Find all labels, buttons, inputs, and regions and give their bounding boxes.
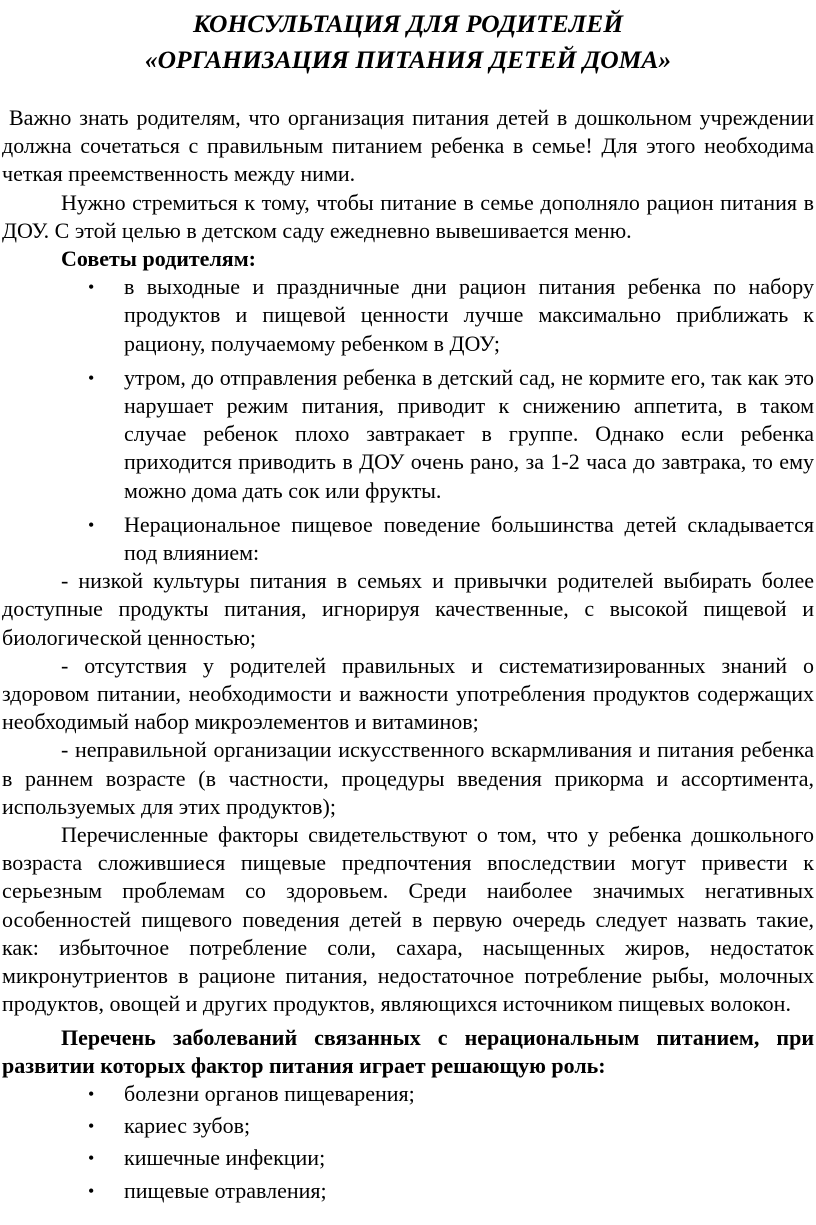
list-item <box>2 273 814 358</box>
advice-item-text: утром, до отправления ребенка в детский сад, не кормите его, так как это нарушает режим питания, приводит к снижению аппетита, в таком случае ребенок плохо завтракает в группе. Однако если ребенка приходится приводить в ДОУ очень рано, за 1-2 часа до завтрака, то ему можно дома дать сок или фрукты. <box>124 364 814 503</box>
dash-item: - неправильной организации искусственного вскармливания и питания ребенка в раннем возрасте (в частности, процедуры введения прикорма и ассортимента, используемых для этих продуктов); <box>2 737 814 819</box>
list-item <box>2 511 814 567</box>
disease-item-text: кишечные инфекции; <box>124 1145 326 1171</box>
bullet-icon: • <box>88 514 95 535</box>
second-paragraph: Нужно стремиться к тому, чтобы питание в семье дополняло рацион питания в ДОУ. С этой целью в детском саду ежедневно вывешивается меню. <box>2 189 814 243</box>
dash-item: - отсутствия у родителей правильных и систематизированных знаний о здоровом питании, необходимости и важности употребления продуктов содержащих необходимый набор микроэлементов и витаминов; <box>2 652 814 735</box>
intro-paragraph: Важно знать родителям, что организация питания детей в дошкольном учреждении должна сочетаться с правильным питанием ребенка в семье! Для этого необходима четкая преемственность между ними. <box>2 105 814 187</box>
document-title <box>0 6 816 78</box>
document-body <box>2 104 814 1209</box>
bullet-icon: • <box>88 1180 95 1201</box>
disease-item-text: кариес зубов; <box>124 1113 251 1139</box>
advice-heading: Советы родителям: <box>61 246 257 272</box>
list-item <box>2 1112 814 1140</box>
list-item <box>2 364 814 505</box>
advice-list <box>2 273 814 567</box>
dash-item: - низкой культуры питания в семьях и привычки родителей выбирать более доступные продукты питания, игнорируя качественные, с высокой пищевой и биологической ценностью; <box>2 568 814 650</box>
list-item <box>2 1080 814 1108</box>
advice-item-text: в выходные и праздничные дни рацион питания ребенка по набору продуктов и пищевой ценности лучше максимально приближать к рациону, получаемому ребенком в ДОУ; <box>124 274 814 356</box>
advice-item-text: Нерациональное пищевое поведение большинства детей складывается под влиянием: <box>124 511 814 566</box>
title-line-1: КОНСУЛЬТАЦИЯ ДЛЯ РОДИТЕЛЕЙ <box>192 9 624 38</box>
bullet-icon: • <box>88 277 95 298</box>
list-item <box>2 1144 814 1172</box>
disease-item-text: пищевые отравления; <box>124 1177 327 1203</box>
diseases-heading: Перечень заболеваний связанных с нерациональным питанием, при развитии которых фактор питания играет решающую роль: <box>2 1024 814 1078</box>
list-item <box>2 1177 814 1205</box>
disease-item-text: болезни органов пищеварения; <box>124 1080 415 1106</box>
title-line-2: «ОРГАНИЗАЦИЯ ПИТАНИЯ ДЕТЕЙ ДОМА» <box>144 45 672 74</box>
bullet-icon: • <box>88 1148 95 1169</box>
factors-paragraph: Перечисленные факторы свидетельствуют о том, что у ребенка дошкольного возраста сложившиеся пищевые предпочтения впоследствии могут привести к серьезным проблемам со здоровьем. Среди наиболее значимых негативных особенностей пищевого поведения детей в первую очередь следует назвать такие, как: избыточное потребление соли, сахара, насыщенных жиров, недостаток микронутриентов в рационе питания, недостаточное потребление рыбы, молочных продуктов, овощей и других продуктов, являющихся источником пищевых волокон. <box>2 822 814 1017</box>
bullet-icon: • <box>88 1116 95 1137</box>
bullet-icon: • <box>88 1083 95 1104</box>
diseases-list <box>2 1080 814 1205</box>
bullet-icon: • <box>88 367 95 388</box>
